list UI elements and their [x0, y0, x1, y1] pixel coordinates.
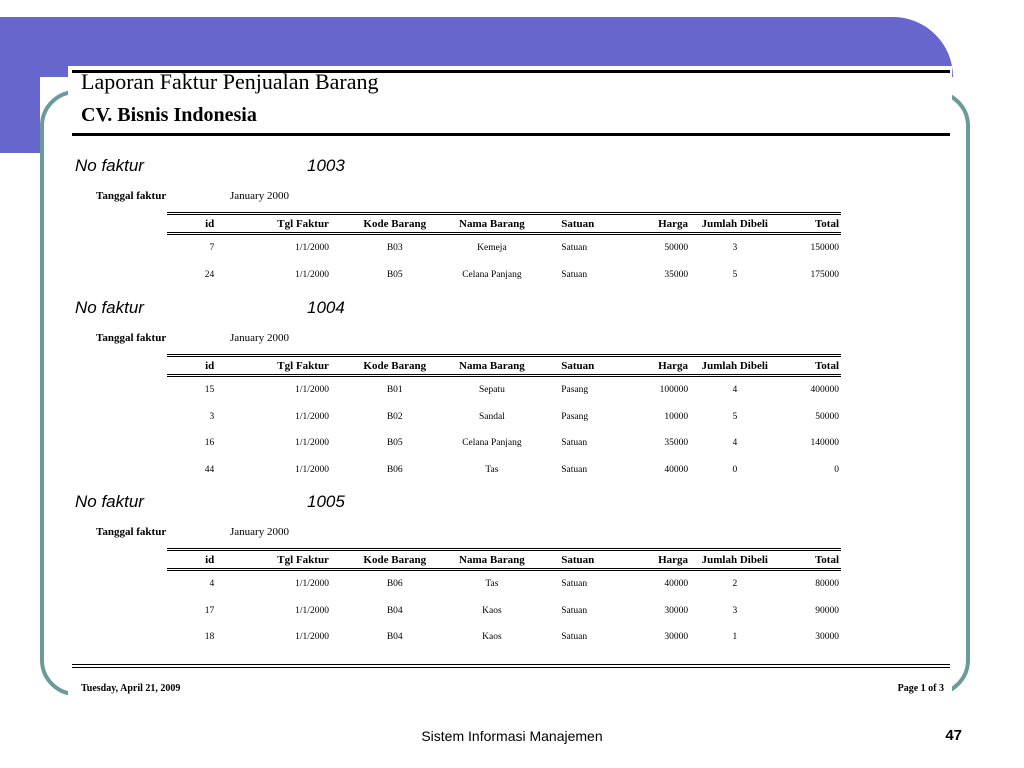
cell-jumlah-dibeli: 3: [732, 605, 738, 616]
column-header: Jumlah Dibeli: [701, 553, 768, 566]
no-faktur-value: 1005: [307, 492, 345, 511]
cell-satuan: Satuan: [561, 579, 588, 590]
column-header: Satuan: [561, 359, 595, 372]
invoice-items-table: [167, 548, 841, 651]
cell-tgl-faktur: 1/1/2000: [295, 579, 329, 590]
column-header: Harga: [658, 553, 689, 566]
cell-kode-barang: B02: [386, 411, 403, 422]
cell-total: 140000: [810, 438, 839, 449]
no-faktur-label: No faktur: [75, 298, 144, 317]
cell-total: 50000: [815, 411, 839, 422]
column-header: Nama Barang: [459, 217, 525, 230]
cell-satuan: Satuan: [561, 605, 588, 616]
cell-tgl-faktur: 1/1/2000: [295, 438, 329, 449]
column-header: Satuan: [561, 217, 595, 230]
cell-total: 175000: [810, 269, 839, 280]
cell-nama-barang: Kaos: [482, 632, 502, 643]
cell-nama-barang: Kaos: [482, 605, 502, 616]
column-header: Harga: [658, 359, 689, 372]
cell-tgl-faktur: 1/1/2000: [295, 632, 329, 643]
table-row: [167, 376, 841, 404]
cell-nama-barang: Sandal: [478, 411, 505, 422]
column-header: id: [205, 553, 215, 566]
cell-harga: 35000: [664, 269, 689, 280]
cell-total: 80000: [815, 579, 839, 590]
tanggal-faktur-value: January 2000: [230, 332, 289, 344]
cell-nama-barang: Tas: [485, 464, 499, 475]
tanggal-faktur-label: Tanggal faktur: [96, 526, 167, 538]
cell-jumlah-dibeli: 4: [732, 438, 738, 449]
cell-jumlah-dibeli: 0: [732, 464, 738, 475]
column-header: Jumlah Dibeli: [701, 359, 768, 372]
cell-total: 400000: [810, 385, 839, 396]
tanggal-faktur-label: Tanggal faktur: [96, 332, 167, 344]
cell-nama-barang: Celana Panjang: [462, 438, 522, 449]
cell-satuan: Pasang: [561, 411, 589, 422]
cell-harga: 30000: [664, 605, 689, 616]
table-row: [167, 404, 841, 431]
column-header: Harga: [658, 217, 689, 230]
column-header: Jumlah Dibeli: [701, 217, 768, 230]
cell-satuan: Satuan: [561, 438, 588, 449]
cell-id: 18: [204, 632, 215, 643]
cell-satuan: Satuan: [561, 269, 588, 280]
slide-footer-text: Sistem Informasi Manajemen: [421, 728, 603, 744]
table-header-row: [167, 550, 841, 570]
cell-total: 90000: [815, 605, 839, 616]
column-header: id: [205, 359, 215, 372]
no-faktur-value: 1004: [307, 298, 345, 317]
report-footer-rule-1: [72, 664, 950, 665]
slide-left-accent-bar: [0, 17, 40, 153]
column-header: Kode Barang: [363, 553, 427, 566]
table-row: [167, 234, 841, 262]
column-header: Nama Barang: [459, 359, 525, 372]
tanggal-faktur-label: Tanggal faktur: [96, 190, 167, 202]
slide-number: 47: [945, 727, 962, 744]
cell-kode-barang: B04: [386, 632, 403, 643]
invoice-items-table: [167, 354, 841, 483]
cell-jumlah-dibeli: 5: [732, 269, 738, 280]
cell-id: 3: [209, 411, 215, 422]
cell-nama-barang: Celana Panjang: [462, 269, 522, 280]
report-title: Laporan Faktur Penjualan Barang: [81, 69, 379, 94]
cell-jumlah-dibeli: 2: [732, 579, 738, 590]
no-faktur-label: No faktur: [75, 156, 144, 175]
column-header: Total: [814, 553, 839, 566]
cell-harga: 40000: [664, 464, 689, 475]
table-row: [167, 262, 841, 289]
column-header: Tgl Faktur: [277, 359, 329, 372]
cell-kode-barang: B01: [386, 385, 403, 396]
cell-tgl-faktur: 1/1/2000: [295, 605, 329, 616]
cell-kode-barang: B06: [386, 464, 403, 475]
cell-jumlah-dibeli: 5: [732, 411, 738, 422]
tanggal-faktur-value: January 2000: [230, 526, 289, 538]
table-row: [167, 598, 841, 625]
column-header: Total: [814, 359, 839, 372]
table-row: [167, 624, 841, 651]
table-header-row: [167, 356, 841, 376]
cell-satuan: Satuan: [561, 464, 588, 475]
table-header-row: [167, 214, 841, 234]
table-row: [167, 570, 841, 598]
column-header: Tgl Faktur: [277, 217, 329, 230]
table-row: [167, 457, 841, 484]
cell-harga: 100000: [659, 385, 689, 396]
report-sheet: [68, 66, 952, 706]
cell-kode-barang: B06: [386, 579, 403, 590]
cell-tgl-faktur: 1/1/2000: [295, 411, 329, 422]
cell-total: 0: [834, 464, 839, 475]
cell-harga: 30000: [664, 632, 689, 643]
column-header: Total: [814, 217, 839, 230]
column-header: Satuan: [561, 553, 595, 566]
column-header: Kode Barang: [363, 217, 427, 230]
cell-harga: 35000: [664, 438, 689, 449]
tanggal-faktur-value: January 2000: [230, 190, 289, 202]
cell-tgl-faktur: 1/1/2000: [295, 243, 329, 254]
cell-tgl-faktur: 1/1/2000: [295, 464, 329, 475]
cell-harga: 40000: [664, 579, 689, 590]
column-header: Kode Barang: [363, 359, 427, 372]
cell-jumlah-dibeli: 3: [732, 243, 738, 254]
page-info: Page 1 of 3: [897, 683, 944, 694]
cell-id: 44: [204, 464, 215, 475]
cell-nama-barang: Kemeja: [477, 243, 507, 254]
cell-total: 150000: [810, 243, 839, 254]
column-header: Nama Barang: [459, 553, 525, 566]
column-header: Tgl Faktur: [277, 553, 329, 566]
cell-tgl-faktur: 1/1/2000: [295, 385, 329, 396]
print-date: Tuesday, April 21, 2009: [81, 683, 181, 694]
cell-kode-barang: B03: [386, 243, 403, 254]
cell-harga: 50000: [664, 243, 689, 254]
cell-id: 15: [204, 385, 215, 396]
cell-tgl-faktur: 1/1/2000: [295, 269, 329, 280]
cell-id: 16: [204, 438, 215, 449]
cell-total: 30000: [815, 632, 839, 643]
cell-jumlah-dibeli: 1: [732, 632, 738, 643]
no-faktur-value: 1003: [307, 156, 345, 175]
invoice-items-table: [167, 212, 841, 288]
cell-nama-barang: Tas: [485, 579, 499, 590]
cell-id: 4: [209, 579, 215, 590]
table-row: [167, 430, 841, 457]
cell-kode-barang: B05: [386, 438, 403, 449]
cell-satuan: Satuan: [561, 243, 588, 254]
report-header-rule: [72, 133, 950, 136]
cell-kode-barang: B05: [386, 269, 403, 280]
column-header: id: [205, 217, 215, 230]
cell-id: 17: [204, 605, 215, 616]
report-footer-rule-2: [72, 667, 950, 668]
cell-jumlah-dibeli: 4: [732, 385, 738, 396]
cell-harga: 10000: [664, 411, 689, 422]
no-faktur-label: No faktur: [75, 492, 144, 511]
cell-satuan: Pasang: [561, 385, 589, 396]
cell-satuan: Satuan: [561, 632, 588, 643]
cell-kode-barang: B04: [386, 605, 403, 616]
cell-id: 7: [209, 243, 215, 254]
cell-nama-barang: Sepatu: [478, 385, 505, 396]
cell-id: 24: [204, 269, 215, 280]
company-name: CV. Bisnis Indonesia: [81, 104, 257, 126]
